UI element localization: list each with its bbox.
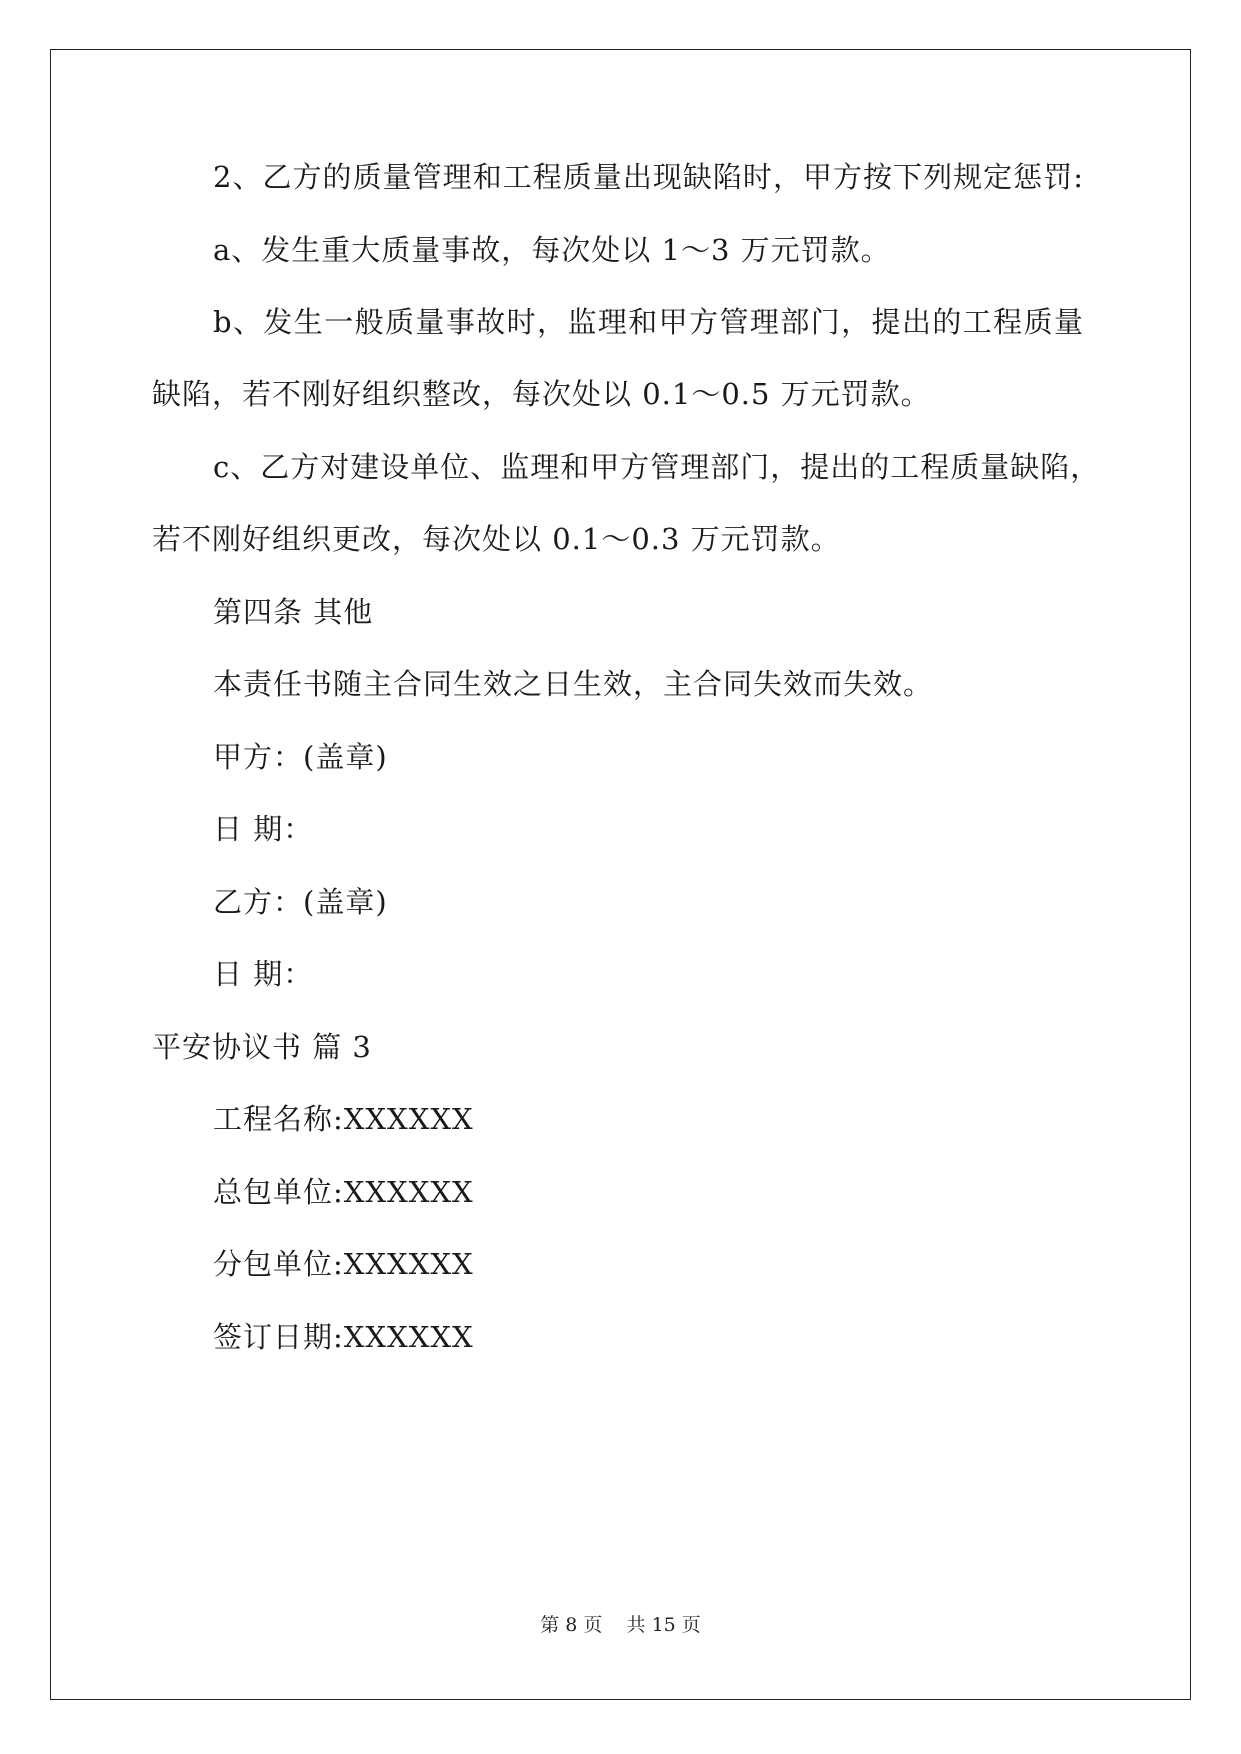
penalty-item-c-line-2: 若不刚好组织更改，每次处以 0.1～0.3 万元罚款。: [152, 522, 841, 556]
project-name-field: 工程名称:XXXXXX: [213, 1102, 474, 1136]
penalty-item-b-line-1: b、发生一般质量事故时，监理和甲方管理部门，提出的工程质量: [213, 305, 1084, 339]
penalty-item-c-line-1: c、乙方对建设单位、监理和甲方管理部门，提出的工程质量缺陷，: [213, 450, 1101, 484]
penalty-clause-2: 2、乙方的质量管理和工程质量出现缺陷时，甲方按下列规定惩罚:: [213, 160, 1084, 194]
party-a-date: 日 期：: [213, 812, 314, 846]
page-frame: [50, 49, 1191, 1700]
article-4-heading: 第四条 其他: [213, 595, 374, 629]
signing-date-field: 签订日期:XXXXXX: [213, 1320, 474, 1354]
party-b-seal: 乙方：(盖章): [213, 885, 388, 919]
party-b-date: 日 期：: [213, 957, 314, 991]
party-a-seal: 甲方：(盖章): [213, 740, 388, 774]
penalty-item-b-line-2: 缺陷，若不刚好组织整改，每次处以 0.1～0.5 万元罚款。: [152, 377, 931, 411]
section-title: 平安协议书 篇 3: [152, 1030, 372, 1064]
penalty-item-a: a、发生重大质量事故，每次处以 1～3 万元罚款。: [213, 233, 891, 267]
effectiveness-clause: 本责任书随主合同生效之日生效，主合同失效而失效。: [213, 667, 934, 701]
subcontractor-field: 分包单位:XXXXXX: [213, 1247, 474, 1281]
page-number-footer: 第 8 页 共 15 页: [540, 1614, 701, 1636]
general-contractor-field: 总包单位:XXXXXX: [213, 1175, 474, 1209]
